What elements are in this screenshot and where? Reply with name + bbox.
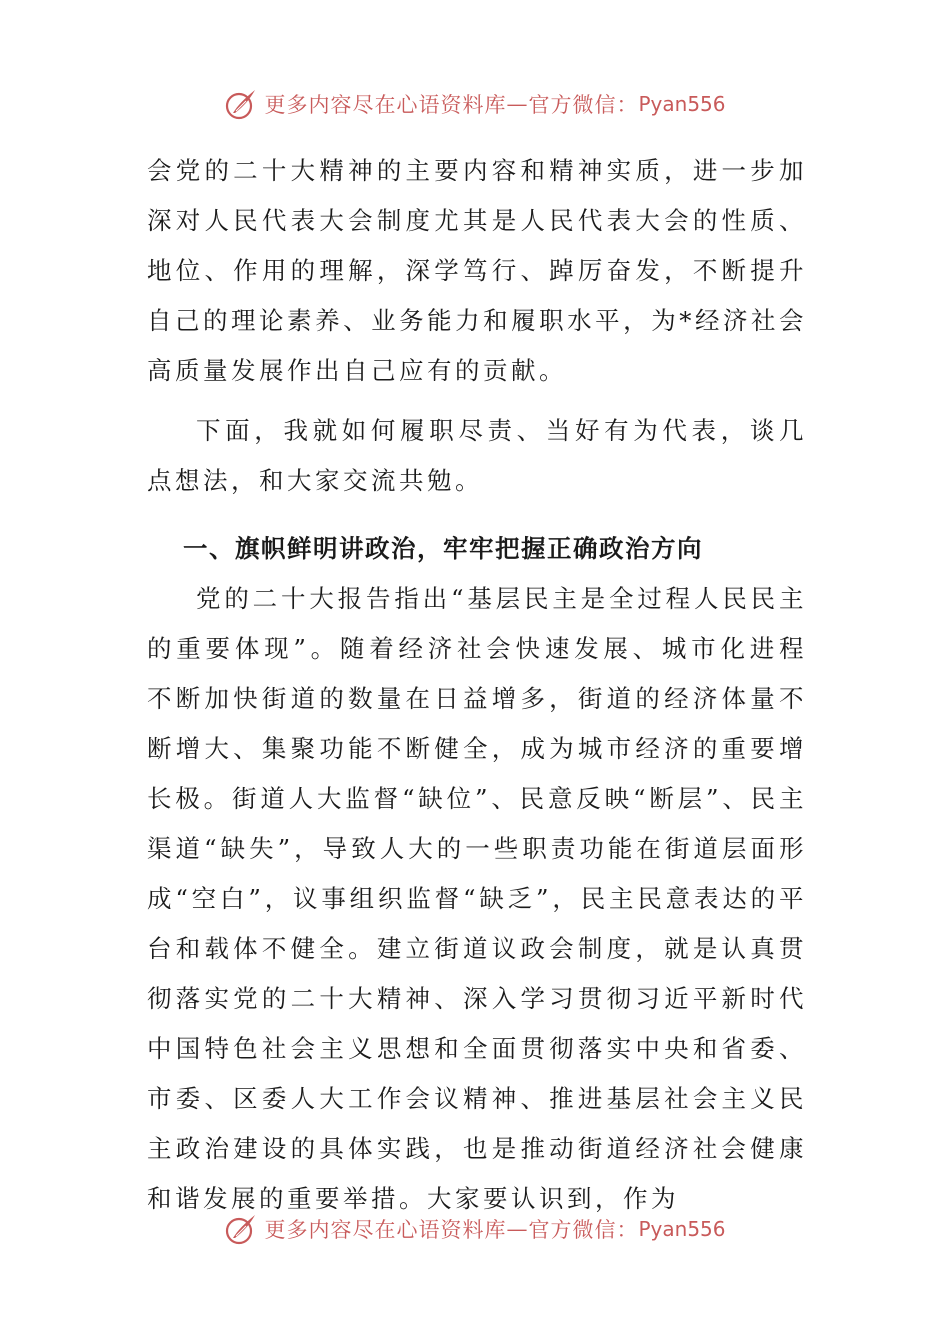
watermark-wechat-id: Pyan556 bbox=[638, 92, 726, 116]
watermark-official-label: 官方微信： bbox=[528, 93, 639, 117]
watermark-banner-top bbox=[0, 82, 950, 126]
document-body bbox=[147, 146, 807, 1224]
quill-logo-icon bbox=[224, 1212, 258, 1246]
watermark-brand-text: 更多内容尽在心语资料库 bbox=[264, 93, 507, 117]
watermark-dash: — bbox=[506, 92, 529, 116]
section-heading: 一、旗帜鲜明讲政治，牢牢把握正确政治方向 bbox=[183, 534, 703, 563]
watermark-brand-text: 更多内容尽在心语资料库 bbox=[264, 1218, 507, 1242]
quill-logo-icon bbox=[224, 87, 258, 121]
watermark-banner-bottom bbox=[0, 1207, 950, 1251]
watermark-official-label: 官方微信： bbox=[528, 1218, 639, 1242]
watermark-dash: — bbox=[506, 1217, 529, 1241]
section-body-paragraph: 党的二十大报告指出“基层民主是全过程人民民主的重要体现”。随着经济社会快速发展、城市化进程不断加快街道的数量在日益增多，街道的经济体量不断增大、集聚功能不断健全，成为城市经济的重要增长极。街道人大监督“缺位”、民意反映“断层”、民主渠道“缺失”，导致人大的一些职责功能在街道层面形成“空白”，议事组织监督“缺乏”，民主民意表达的平台和载体不健全。建立街道议政会制度，就是认真贯彻落实党的二十大精神、深入学习贯彻习近平新时代中国特色社会主义思想和全面贯彻落实中央和省委、市委、区委人大工作会议精神、推进基层社会主义民主政治建设的具体实践，也是推动街道经济社会健康和谐发展的重要举措。大家要认识到，作为 bbox=[147, 584, 807, 1213]
paragraph-continuation: 会党的二十大精神的主要内容和精神实质，进一步加深对人民代表大会制度尤其是人民代表大会的性质、地位、作用的理解，深学笃行、踔厉奋发，不断提升自己的理论素养、业务能力和履职水平，为*经济社会高质量发展作出自己应有的贡献。 bbox=[147, 156, 807, 385]
paragraph-intro: 下面，我就如何履职尽责、当好有为代表，谈几点想法，和大家交流共勉。 bbox=[147, 416, 807, 495]
watermark-wechat-id: Pyan556 bbox=[638, 1217, 726, 1241]
